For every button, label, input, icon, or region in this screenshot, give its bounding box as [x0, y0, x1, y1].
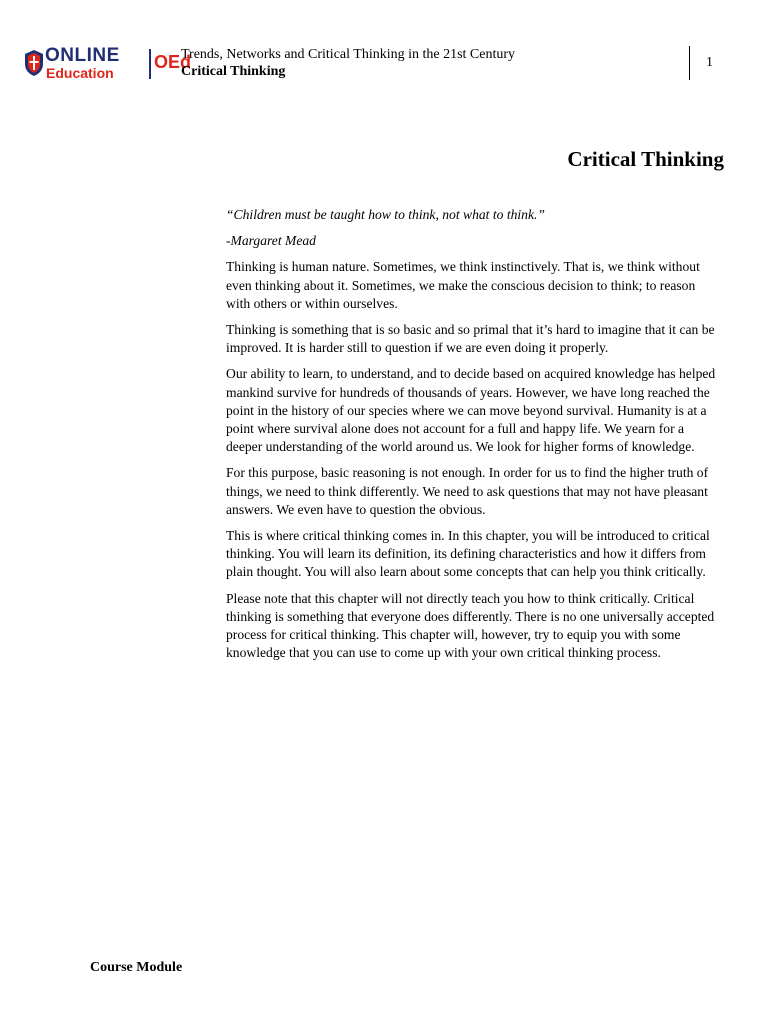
- body-paragraph-2: Thinking is something that is so basic and so primal that it’s hard to imagine that it can be improved. It is harder still to question if we are even doing it properly.: [226, 322, 715, 356]
- epigraph-quote: “Children must be taught how to think, not what to think.”: [226, 207, 545, 222]
- online-education-logo: [24, 45, 192, 86]
- logo-education-text: Education: [46, 65, 114, 81]
- body-paragraph-3: Our ability to learn, to understand, and to decide based on acquired knowledge has helped mankind survive for hundreds of thousands of years. However, we have long reached the point in the history of our species where we can move beyond survival. Humanity is at a point where survival alone does not account for a full and happy life. We yearn for a deeper understanding of the world around us. We look for higher forms of knowledge.: [226, 366, 716, 455]
- logo-oed-text: OEd: [154, 52, 192, 72]
- header-chapter-label: Critical Thinking: [181, 64, 286, 79]
- shield-crest-icon: [24, 49, 44, 77]
- body-paragraph-5: This is where critical thinking comes in. In this chapter, you will be introduced to critical thinking. You will learn its definition, its defining characteristics and how it differs from plain thought. You will also learn about some concepts that can help you think critically.: [226, 528, 710, 580]
- footer-course-module: Course Module: [90, 960, 183, 975]
- body-paragraph-4: For this purpose, basic reasoning is not enough. In order for us to find the higher truth of things, we need to think differently. We need to ask questions that may not have pleasant answers. We even have to question the obvious.: [226, 465, 709, 517]
- body-paragraph-6: Please note that this chapter will not directly teach you how to think critically. Critical thinking is something that everyone does differently. There is no one universally accepted process for critical thinking. This chapter will, however, try to equip you with some knowledge that you can use to come up with your own critical thinking process.: [226, 590, 715, 661]
- header-divider: [689, 46, 690, 80]
- chapter-title: Critical Thinking: [567, 147, 724, 171]
- header-course-title: Trends, Networks and Critical Thinking in the 21st Century: [181, 47, 516, 62]
- epigraph-author: -Margaret Mead: [226, 233, 316, 249]
- logo-separator: [149, 49, 151, 79]
- chapter-body: [226, 206, 720, 670]
- body-paragraph-1: Thinking is human nature. Sometimes, we think instinctively. That is, we think without even thinking about it. Sometimes, we make the conscious decision to think; to reason with others or within ourselves.: [226, 259, 700, 311]
- logo-online-text: ONLINE: [45, 45, 120, 66]
- page-number: 1: [706, 55, 713, 70]
